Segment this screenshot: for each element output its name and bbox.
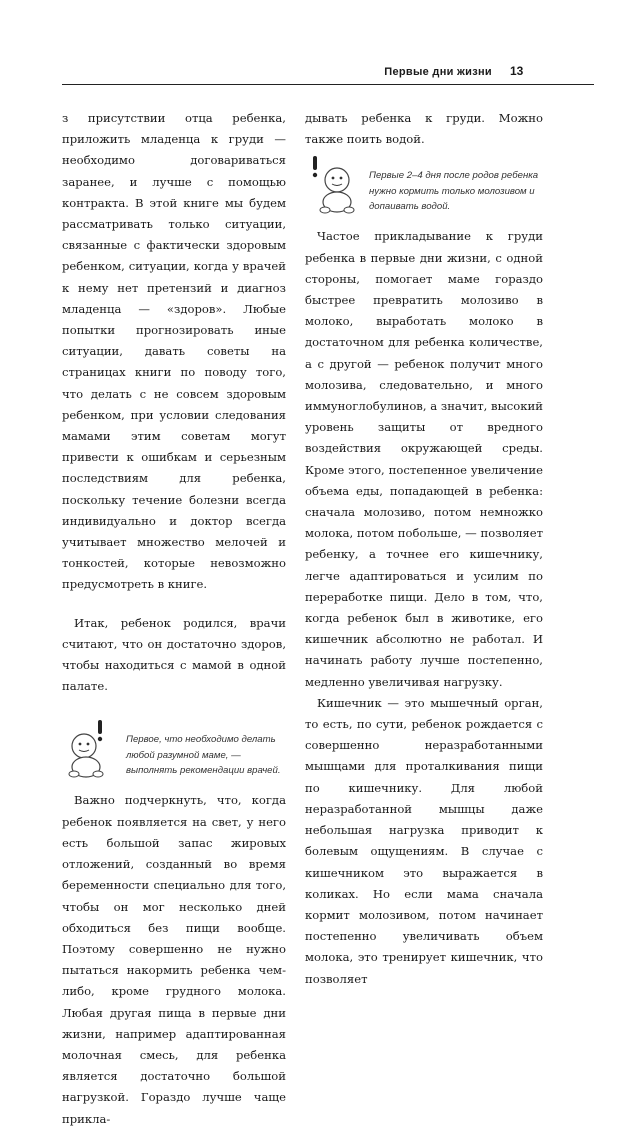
baby-exclamation-icon bbox=[305, 154, 361, 216]
header-rule bbox=[62, 84, 594, 85]
paragraph: дывать ребенка к груди. Можно также поить водой. bbox=[305, 111, 543, 147]
paragraph: Частое прикладывание к груди ребенка в первые дни жизни, с одной стороны, помогает маме гораздо быстрее превратить молозиво в молоко, выработать молоко в достаточном для ребенка количестве, а с другой — ребенок получит много молозива, следовательно, и много иммуноглобулинов, а значит, высокий уровень защиты от вредного воздействия окружающей среды. Кроме этого, постепенное увеличение объема еды, попадающей в ребенка: сначала молозиво, потом немножко молока, потом побольше, — позволяет ребенку, а точнее его кишечнику, легче адаптироваться и усилим по переработке пищи. Дело в том, что, когда ребенок был в животике, его кишечник абсолютно не работал. И начинать работу лучше постепенно, медленно увеличивая нагрузку. bbox=[305, 229, 543, 689]
paragraph: з присутствии отца ребенка, приложить младенца к груди — необходимо договариваться заранее, и лучше с помощью контракта. В этой книге мы будем рассматривать только ситуации, связанные с фактически здоровым ребенком, ситуации, когда у врачей к нему нет претензий и диагноз младенца — «здоров». Любые попытки прогнозировать иные ситуации, давать советы на страницах книги по поводу того, что делать с не совсем здоровым ребенком, при условии следования мамами этим советам могут привести к ошибкам и серьезным последствиям для ребенка, поскольку течение болезни всегда индивидуально и доктор всегда учитывает множество мелочей и тонкостей, которые невозможно предусмотреть в книге. bbox=[62, 111, 286, 592]
left-column bbox=[62, 108, 286, 1130]
page-number: 13 bbox=[510, 64, 524, 78]
paragraph: Итак, ребенок родился, врачи считают, что он достаточно здоров, чтобы находиться с мамой в одной палате. bbox=[62, 615, 286, 694]
paragraph: Кишечник — это мышечный орган, то есть, по сути, ребенок рождается с совершенно неразработанными мышцами для проталкивания пищи по кишечнику. Для любой неразработанной мышцы даже небольшая нагрузка приводит к болевым ощущениям. В случае с кишечником это выражается в коликах. Но если мама сначала кормит молозивом, потом начинает постепенно увеличивать объем молока, это тренирует кишечник, что позволяет bbox=[305, 695, 543, 986]
tip-text: Первое, что необходимо делать любой разумной маме, — выполнять рекомендации врачей. bbox=[126, 734, 281, 777]
baby-exclamation-icon bbox=[62, 718, 118, 780]
tip-note bbox=[305, 154, 543, 216]
tip-text: Первые 2–4 дня после родов ребенка нужно кормить только молозивом и допаивать водой. bbox=[369, 170, 539, 213]
tip-note bbox=[62, 718, 286, 780]
section-title: Первые дни жизни bbox=[384, 66, 492, 78]
right-column bbox=[305, 108, 543, 990]
paragraph: Важно подчеркнуть, что, когда ребенок появляется на свет, у него есть большой запас жировых отложений, созданный во время беременности специально для того, чтобы он мог несколько дней обходиться без пищи вообще. Поэтому совершенно не нужно пытаться накормить ребенка чем-либо, кроме грудного молока. Любая другая пища в первые дни жизни, например адаптированная молочная смесь, для ребенка является достаточно большой нагрузкой. Гораздо лучше чаще прикла- bbox=[62, 793, 286, 1126]
